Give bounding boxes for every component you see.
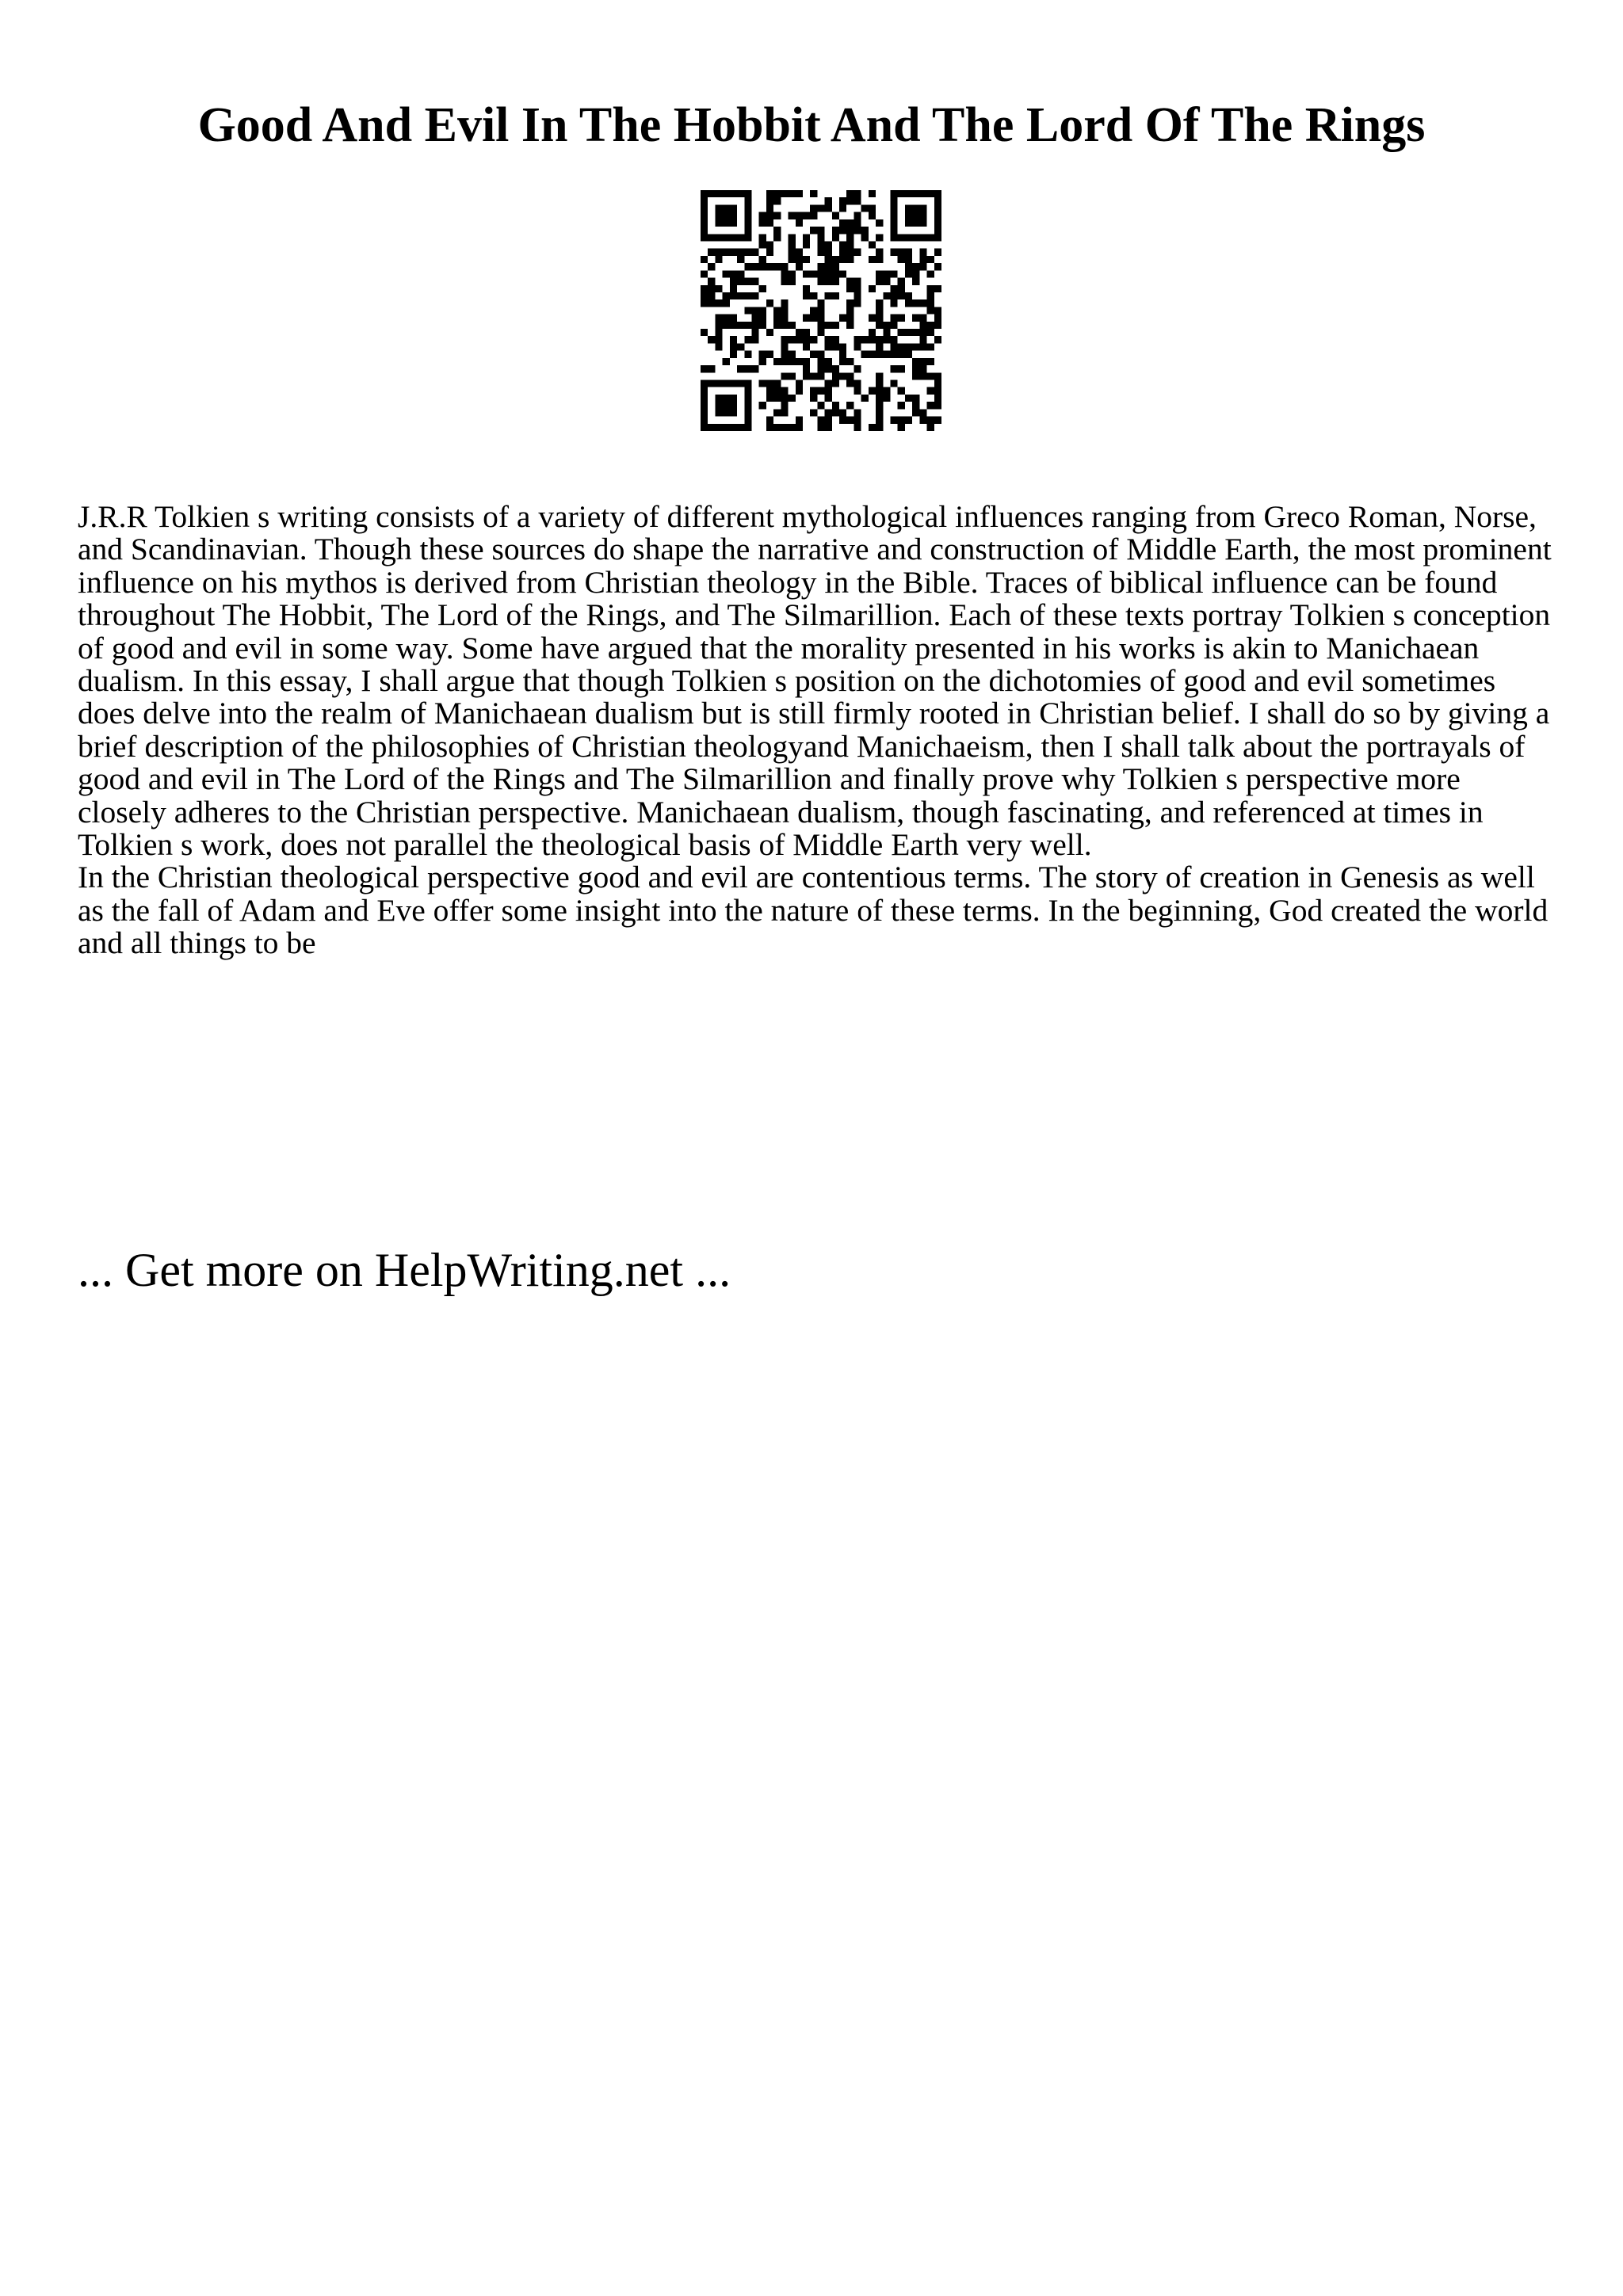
get-more-link[interactable]: ... Get more on HelpWriting.net ... [78,1244,731,1296]
qr-code-icon [701,190,941,431]
essay-body [78,501,1552,960]
essay-paragraph-1: J.R.R Tolkien s writing consists of a variety of different mythological influences ranging from Greco Roman, Norse, and Scandinavian. Though these sources do shape the narrative and construction of Middle Earth, the most prominent influence on his mythos is derived from Christian theology in the Bible. Traces of biblical influence can be found throughout The Hobbit, The Lord of the Rings, and The Silmarillion. Each of these texts portray Tolkien s conception of good and evil in some way. Some have argued that the morality presented in his works is akin to Manichaean dualism. In this essay, I shall argue that though Tolkien s position on the dichotomies of good and evil sometimes does delve into the realm of Manichaean dualism but is still firmly rooted in Christian belief. I shall do so by giving a brief description of the philosophies of Christian theologyand Manichaeism, then I shall talk about the portrayals of good and evil in The Lord of the Rings and The Silmarillion and finally prove why Tolkien s perspective more closely adheres to the Christian perspective. Manichaean dualism, though fascinating, and referenced at times in Tolkien s work, does not parallel the theological basis of Middle Earth very well. [78,499,1552,863]
document-title: Good And Evil In The Hobbit And The Lord Of The Rings [197,98,1426,152]
essay-paragraph-2: In the Christian theological perspective good and evil are contentious terms. The story of creation in Genesis as well as the fall of Adam and Eve offer some insight into the nature of these terms. In the beginning, God created the world and all things to be [78,860,1549,961]
